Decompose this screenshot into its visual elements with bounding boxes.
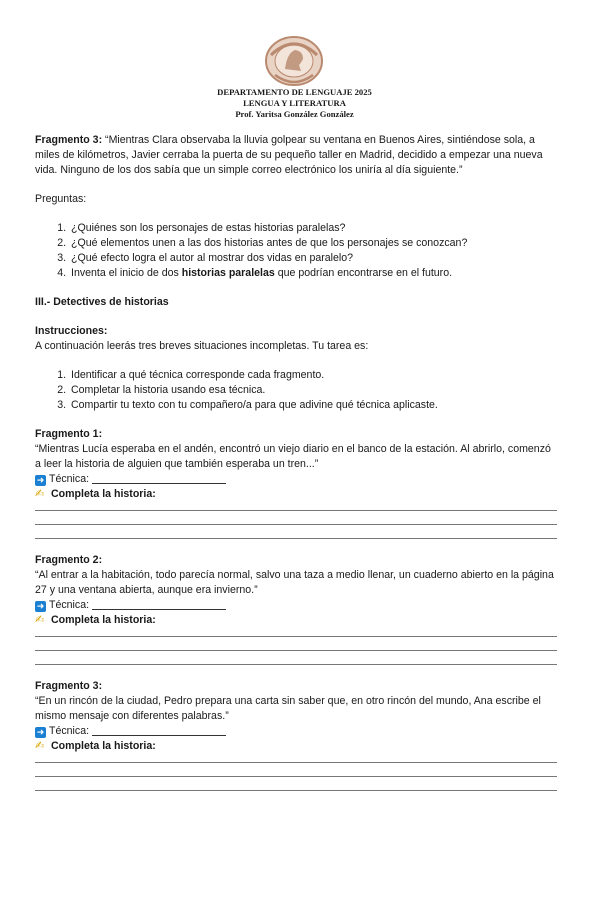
complete-story-line: ✍ Completa la historia: (35, 488, 156, 500)
instruction-step: 2. Completar la historia usando esa técnica. (69, 383, 557, 398)
question-item: 3. ¿Qué efecto logra el autor al mostrar dos vidas en paralelo? (69, 251, 557, 266)
department-title: DEPARTAMENTO DE LENGUAJE 2025 (217, 87, 372, 97)
answer-line[interactable] (35, 776, 557, 777)
writing-hand-icon: ✍ (35, 614, 45, 626)
writing-hand-icon: ✍ (35, 740, 45, 752)
questions-list (35, 221, 557, 281)
fragment-label: Fragmento 2: (35, 554, 103, 566)
answer-line[interactable] (35, 510, 557, 511)
questions-label: Preguntas: (35, 193, 87, 205)
answer-line[interactable] (35, 664, 557, 665)
fragment-block-1 (35, 427, 557, 539)
right-arrow-icon: ➜ (36, 601, 45, 611)
answer-line[interactable] (35, 790, 557, 791)
fragment-text: “Mientras Lucía esperaba en el andén, encontró un viejo diario en el banco de la estación. Al abrirlo, comenzó a leer la historia de alguien que también esperaba un tren...” (35, 443, 551, 470)
writing-hand-icon: ✍ (35, 488, 45, 500)
answer-line[interactable] (35, 636, 557, 637)
technique-blank[interactable] (92, 472, 226, 484)
complete-story-line: ✍ Completa la historia: (35, 740, 156, 752)
instruction-step: 3. Compartir tu texto con tu compañero/a para que adivine qué técnica aplicaste. (69, 398, 557, 413)
answer-line[interactable] (35, 538, 557, 539)
fragment-label: Fragmento 1: (35, 428, 103, 440)
intro-fragment-label: Fragmento 3: (35, 134, 103, 146)
answer-line[interactable] (35, 762, 557, 763)
instructions-label: Instrucciones: (35, 325, 108, 337)
technique-line: ➜ Técnica: (35, 724, 557, 739)
question-item: 1. ¿Quiénes son los personajes de estas historias paralelas? (69, 221, 557, 236)
complete-story-line: ✍ Completa la historia: (35, 614, 156, 626)
teacher-name: Prof. Yaritsa González González (235, 109, 354, 119)
instructions-steps (35, 368, 557, 413)
answer-line[interactable] (35, 524, 557, 525)
fragment-block-3 (35, 679, 557, 791)
question-item: 2. ¿Qué elementos unen a las dos historias antes de que los personajes se conozcan? (69, 236, 557, 251)
document-body (35, 133, 557, 791)
intro-fragment (35, 133, 557, 178)
subject-title: LENGUA Y LITERATURA (243, 98, 346, 108)
instruction-step: 1. Identificar a qué técnica corresponde cada fragmento. (69, 368, 557, 383)
question-item: 4. Inventa el inicio de dos historias paralelas que podrían encontrarse en el futuro. (69, 266, 557, 281)
fragment-text: “Al entrar a la habitación, todo parecía normal, salvo una taza a medio llenar, un cuaderno abierto en la página 27 y una ventana abierta, aunque era invierno.” (35, 569, 554, 596)
instructions-text: A continuación leerás tres breves situaciones incompletas. Tu tarea es: (35, 340, 369, 352)
document-header (0, 87, 589, 120)
section-title: III.- Detectives de historias (35, 296, 169, 308)
technique-line: ➜ Técnica: (35, 472, 557, 487)
fragment-text: “En un rincón de la ciudad, Pedro prepara una carta sin saber que, en otro rincón del mundo, Ana escribe el mismo mensaje con diferentes palabras.” (35, 695, 541, 722)
technique-line: ➜ Técnica: (35, 598, 557, 613)
intro-fragment-text: “Mientras Clara observaba la lluvia golpear su ventana en Buenos Aires, sintiéndose sola, a miles de kilómetros, Javier cerraba la puerta de su pequeño taller en Madrid, decidido a empezar una nueva vida. Ninguno de los dos sabía que un simple correo electrónico los uniría al día siguiente.” (35, 134, 543, 176)
technique-blank[interactable] (92, 598, 226, 610)
fragment-block-2 (35, 553, 557, 665)
school-seal-logo (263, 35, 325, 87)
right-arrow-icon: ➜ (36, 727, 45, 737)
right-arrow-icon: ➜ (36, 475, 45, 485)
fragment-label: Fragmento 3: (35, 680, 103, 692)
technique-blank[interactable] (92, 724, 226, 736)
answer-line[interactable] (35, 650, 557, 651)
